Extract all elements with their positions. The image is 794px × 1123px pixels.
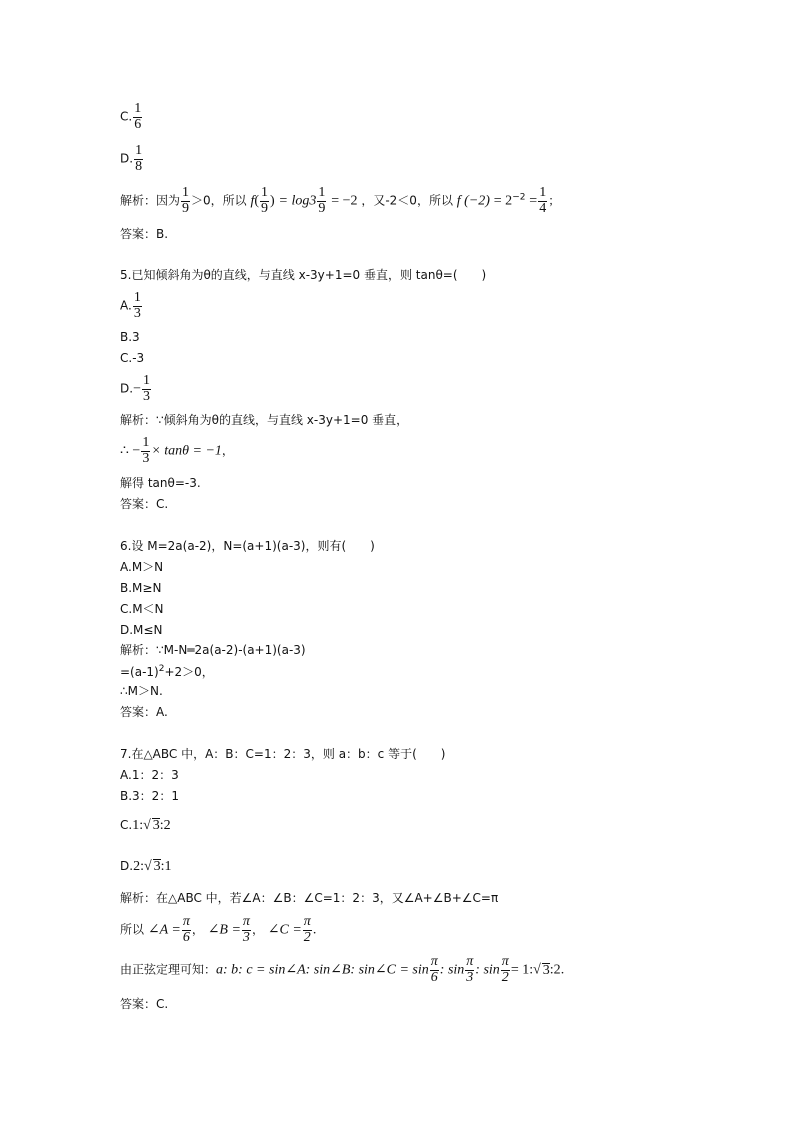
q7-solution-line-1: 解析：在△ABC 中，若∠A：∠B：∠C=1：2：3，又∠A+∠B+∠C=π bbox=[120, 891, 499, 905]
q6-solution-line-2: $=(a-1)^2+2>0$， bbox=[120, 664, 214, 679]
q7-option-d[interactable]: D.2:√ 3:1 bbox=[120, 859, 172, 874]
q6-option-b[interactable]: B.M≥N bbox=[120, 581, 162, 595]
q5-solution-line-1: 解析：∵倾斜角为θ的直线，与直线 x-3y+1=0 垂直， bbox=[120, 413, 409, 427]
q6-answer: 答案：A. bbox=[120, 705, 168, 719]
q6-option-d[interactable]: D.M≤N bbox=[120, 623, 163, 637]
q7-solution-line-3: 由正弦定理可知：a: b: c = sin∠A: sin∠B: sin∠C = sin $\frac{\pi}{6}$ : sin $\frac{\pi}{3}$ : sin $\frac{\pi}{2}$ = 1:√ 3:2. bbox=[120, 954, 565, 985]
fraction: $\frac{1}{6}$ bbox=[134, 101, 142, 132]
fraction: $\frac{1}{8}$ bbox=[135, 143, 143, 174]
q5-option-b[interactable]: B.3 bbox=[120, 330, 140, 344]
sqrt-icon: √ bbox=[143, 818, 151, 833]
fraction: $\frac{\pi}{2}$ bbox=[501, 954, 509, 985]
q7-stem: 7.在△ABC 中，A：B：C=1：2：3，则 a：b：c 等于( ) bbox=[120, 747, 446, 761]
q4-option-d[interactable]: D. $\frac{1}{8}$ bbox=[120, 143, 143, 174]
fraction: $\frac{\pi}{6}$ bbox=[430, 954, 438, 985]
fraction: $\frac{\pi}{3}$ bbox=[466, 954, 474, 985]
fraction: $\frac{\pi}{3}$ bbox=[242, 914, 250, 945]
q5-option-d[interactable]: D.− $\frac{1}{3}$ bbox=[120, 373, 150, 404]
fraction: $\frac{1}{9}$ bbox=[261, 185, 269, 216]
fraction: $\frac{1}{9}$ bbox=[318, 185, 326, 216]
q7-answer: 答案：C. bbox=[120, 997, 169, 1011]
q5-option-c[interactable]: C.-3 bbox=[120, 351, 145, 365]
fraction: $\frac{1}{3}$ bbox=[142, 435, 150, 466]
q5-solution-line-3: 解得 tanθ=-3. bbox=[120, 476, 201, 490]
q5-stem: 5.已知倾斜角为θ的直线，与直线 x-3y+1=0 垂直，则 tanθ=( ) bbox=[120, 268, 487, 282]
sqrt-icon: √ bbox=[143, 859, 152, 874]
fraction: $\frac{\pi}{6}$ bbox=[182, 914, 190, 945]
q4-solution: 解析：因为 $\frac{1}{9}$ ＞0，所以 f( $\frac{1}{9}$ ) = log3 $\frac{1}{9}$ = −2 ，又-2＜0，所以 f $(-2) = 2^{-2}$ = $\frac{1}{4}$ ； bbox=[120, 185, 561, 216]
q6-option-c[interactable]: C.M＜N bbox=[120, 602, 164, 616]
fraction: $\frac{1}{3}$ bbox=[142, 373, 150, 404]
fraction: $\frac{\pi}{2}$ bbox=[303, 914, 311, 945]
q7-option-a[interactable]: A.1：2：3 bbox=[120, 768, 179, 782]
fraction: $\frac{1}{3}$ bbox=[133, 290, 141, 321]
q6-stem: 6.设 M=2a(a-2)，N=(a+1)(a-3)，则有( ) bbox=[120, 539, 375, 553]
q6-solution-line-1: 解析：∵M-N═2a(a-2)-(a+1)(a-3) bbox=[120, 643, 306, 657]
q7-option-b[interactable]: B.3：2：1 bbox=[120, 789, 179, 803]
q4-answer: 答案：B. bbox=[120, 227, 169, 241]
q4-option-c[interactable]: C. $\frac{1}{6}$ bbox=[120, 101, 142, 132]
q7-option-c[interactable]: C.1:√ 3:2 bbox=[120, 818, 171, 833]
q6-option-a[interactable]: A.M＞N bbox=[120, 560, 164, 574]
q7-solution-line-2: 所以 ∠A = $\frac{\pi}{6}$ ， ∠B = $\frac{\pi}{3}$ ， ∠C = $\frac{\pi}{2}$ . bbox=[120, 914, 317, 945]
fraction: $\frac{1}{9}$ bbox=[182, 185, 190, 216]
q5-option-a[interactable]: A. $\frac{1}{3}$ bbox=[120, 290, 141, 321]
fraction: $\frac{1}{4}$ bbox=[539, 185, 547, 216]
q5-solution-line-2: ∴ − $\frac{1}{3}$ × tanθ = −1， bbox=[120, 435, 234, 466]
q6-solution-line-3: ∴M＞N. bbox=[120, 684, 163, 698]
q5-answer: 答案：C. bbox=[120, 497, 169, 511]
sqrt-icon: √ bbox=[533, 962, 541, 978]
